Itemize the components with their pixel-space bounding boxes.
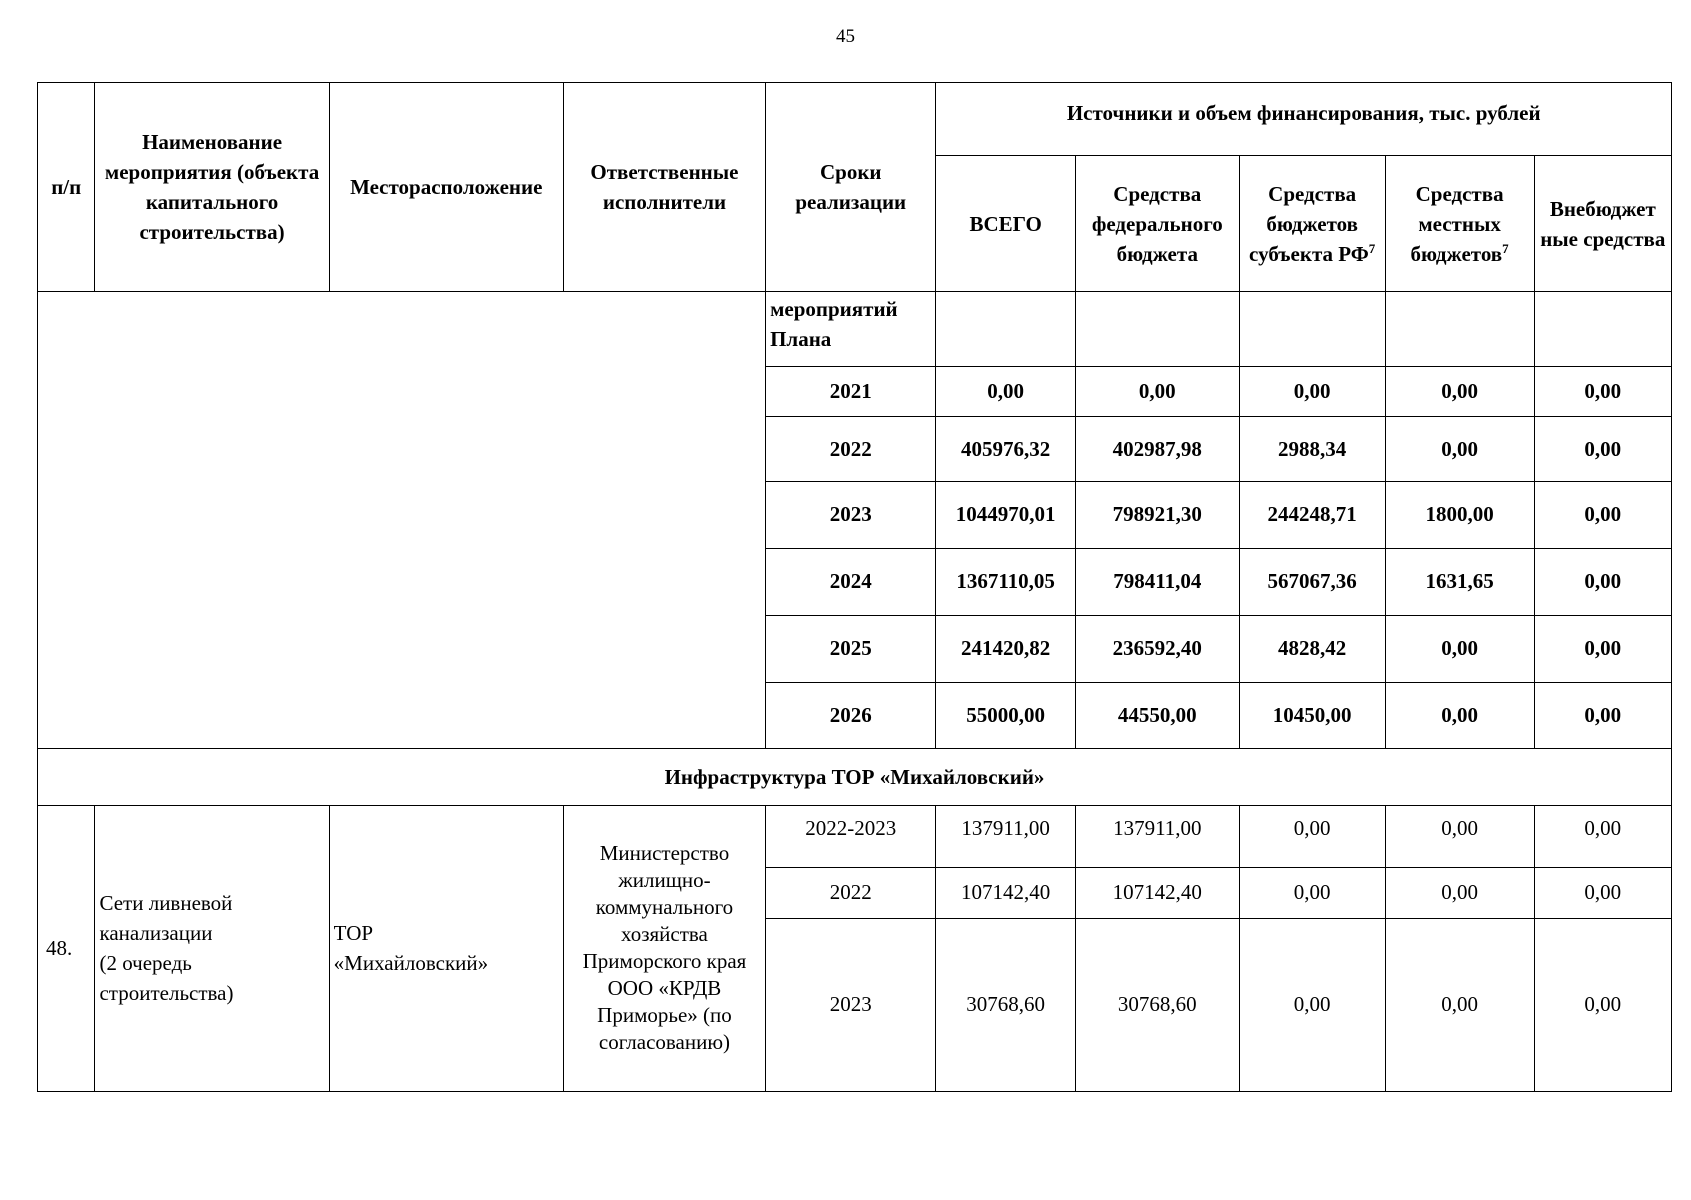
header-funding-group: Источники и объем финансирования, тыс. рублей	[936, 83, 1672, 156]
regional-cell: 0,00	[1239, 868, 1385, 918]
federal-cell: 798411,04	[1075, 548, 1239, 615]
header-row-1	[38, 83, 1672, 156]
regional-cell: 4828,42	[1239, 615, 1385, 682]
total-cell: 1044970,01	[936, 481, 1075, 548]
item-name-text: Сети ливневой канализации (2 очередь строительства)	[99, 891, 234, 1006]
federal-cell: 236592,40	[1075, 615, 1239, 682]
item-number: 48.	[38, 805, 95, 1091]
year-cell: 2023	[766, 481, 936, 548]
total-cell: 30768,60	[936, 918, 1075, 1091]
local-cell: 0,00	[1385, 868, 1534, 918]
empty-cell	[1239, 291, 1385, 366]
local-cell: 0,00	[1385, 805, 1534, 868]
year-cell: 2022-2023	[766, 805, 936, 868]
empty-cell	[1534, 291, 1671, 366]
offbudget-cell: 0,00	[1534, 868, 1671, 918]
header-no: п/п	[38, 83, 95, 292]
federal-cell: 137911,00	[1075, 805, 1239, 868]
item-responsible	[563, 805, 765, 1091]
local-cell: 1800,00	[1385, 481, 1534, 548]
year-cell: 2023	[766, 918, 936, 1091]
header-total: ВСЕГО	[936, 156, 1075, 292]
financing-table	[37, 82, 1672, 1092]
total-cell: 1367110,05	[936, 548, 1075, 615]
regional-cell: 0,00	[1239, 367, 1385, 417]
offbudget-cell: 0,00	[1534, 417, 1671, 482]
local-cell: 0,00	[1385, 682, 1534, 749]
regional-cell: 10450,00	[1239, 682, 1385, 749]
year-cell: 2026	[766, 682, 936, 749]
offbudget-cell: 0,00	[1534, 548, 1671, 615]
total-cell: 405976,32	[936, 417, 1075, 482]
local-cell: 0,00	[1385, 417, 1534, 482]
federal-cell: 107142,40	[1075, 868, 1239, 918]
header-federal: Средства федерального бюджета	[1075, 156, 1239, 292]
total-cell: 137911,00	[936, 805, 1075, 868]
regional-cell: 0,00	[1239, 918, 1385, 1091]
regional-cell: 0,00	[1239, 805, 1385, 868]
item-responsible-text: Министерство жилищно- коммунального хозяйства Приморского края ООО «КРДВ Приморье» (по согласованию)	[582, 841, 747, 1055]
header-regional	[1239, 156, 1385, 292]
year-cell: 2021	[766, 367, 936, 417]
item-name	[95, 805, 329, 1091]
header-regional-footnote: 7	[1368, 240, 1376, 256]
total-cell: 0,00	[936, 367, 1075, 417]
header-location: Месторасположение	[329, 83, 563, 292]
year-cell: 2024	[766, 548, 936, 615]
regional-cell: 244248,71	[1239, 481, 1385, 548]
offbudget-cell: 0,00	[1534, 682, 1671, 749]
empty-cell	[936, 291, 1075, 366]
federal-cell: 30768,60	[1075, 918, 1239, 1091]
offbudget-cell: 0,00	[1534, 805, 1671, 868]
federal-cell: 0,00	[1075, 367, 1239, 417]
regional-cell: 2988,34	[1239, 417, 1385, 482]
offbudget-cell: 0,00	[1534, 615, 1671, 682]
header-period: Сроки реализации	[766, 83, 936, 292]
page-number: 45	[836, 26, 855, 47]
totals-label-row	[38, 291, 1672, 366]
totals-label: мероприятий Плана	[766, 291, 936, 366]
totals-blank-area	[38, 291, 766, 748]
empty-cell	[1385, 291, 1534, 366]
federal-cell: 798921,30	[1075, 481, 1239, 548]
item-row	[38, 805, 1672, 868]
local-cell: 0,00	[1385, 367, 1534, 417]
empty-cell	[1075, 291, 1239, 366]
year-cell: 2025	[766, 615, 936, 682]
total-cell: 55000,00	[936, 682, 1075, 749]
header-local-footnote: 7	[1502, 240, 1509, 256]
federal-cell: 402987,98	[1075, 417, 1239, 482]
local-cell: 0,00	[1385, 918, 1534, 1091]
local-cell: 0,00	[1385, 615, 1534, 682]
total-cell: 241420,82	[936, 615, 1075, 682]
regional-cell: 567067,36	[1239, 548, 1385, 615]
total-cell: 107142,40	[936, 868, 1075, 918]
year-cell: 2022	[766, 417, 936, 482]
header-local	[1385, 156, 1534, 292]
header-name: Наименование мероприятия (объекта капитального строительства)	[95, 83, 329, 292]
federal-cell: 44550,00	[1075, 682, 1239, 749]
year-cell: 2022	[766, 868, 936, 918]
offbudget-cell: 0,00	[1534, 481, 1671, 548]
offbudget-cell: 0,00	[1534, 367, 1671, 417]
header-responsible: Ответственные исполнители	[563, 83, 765, 292]
offbudget-cell: 0,00	[1534, 918, 1671, 1091]
header-local-label: Средства местных бюджетов	[1410, 181, 1504, 266]
local-cell: 1631,65	[1385, 548, 1534, 615]
item-location	[329, 805, 563, 1091]
section-row	[38, 749, 1672, 805]
header-regional-label: Средства бюджетов субъекта РФ	[1249, 181, 1369, 266]
header-offbudget: Внебюджет ные средства	[1534, 156, 1671, 292]
item-location-text: ТОР «Михайловский»	[333, 921, 489, 976]
section-title: Инфраструктура ТОР «Михайловский»	[38, 749, 1672, 805]
